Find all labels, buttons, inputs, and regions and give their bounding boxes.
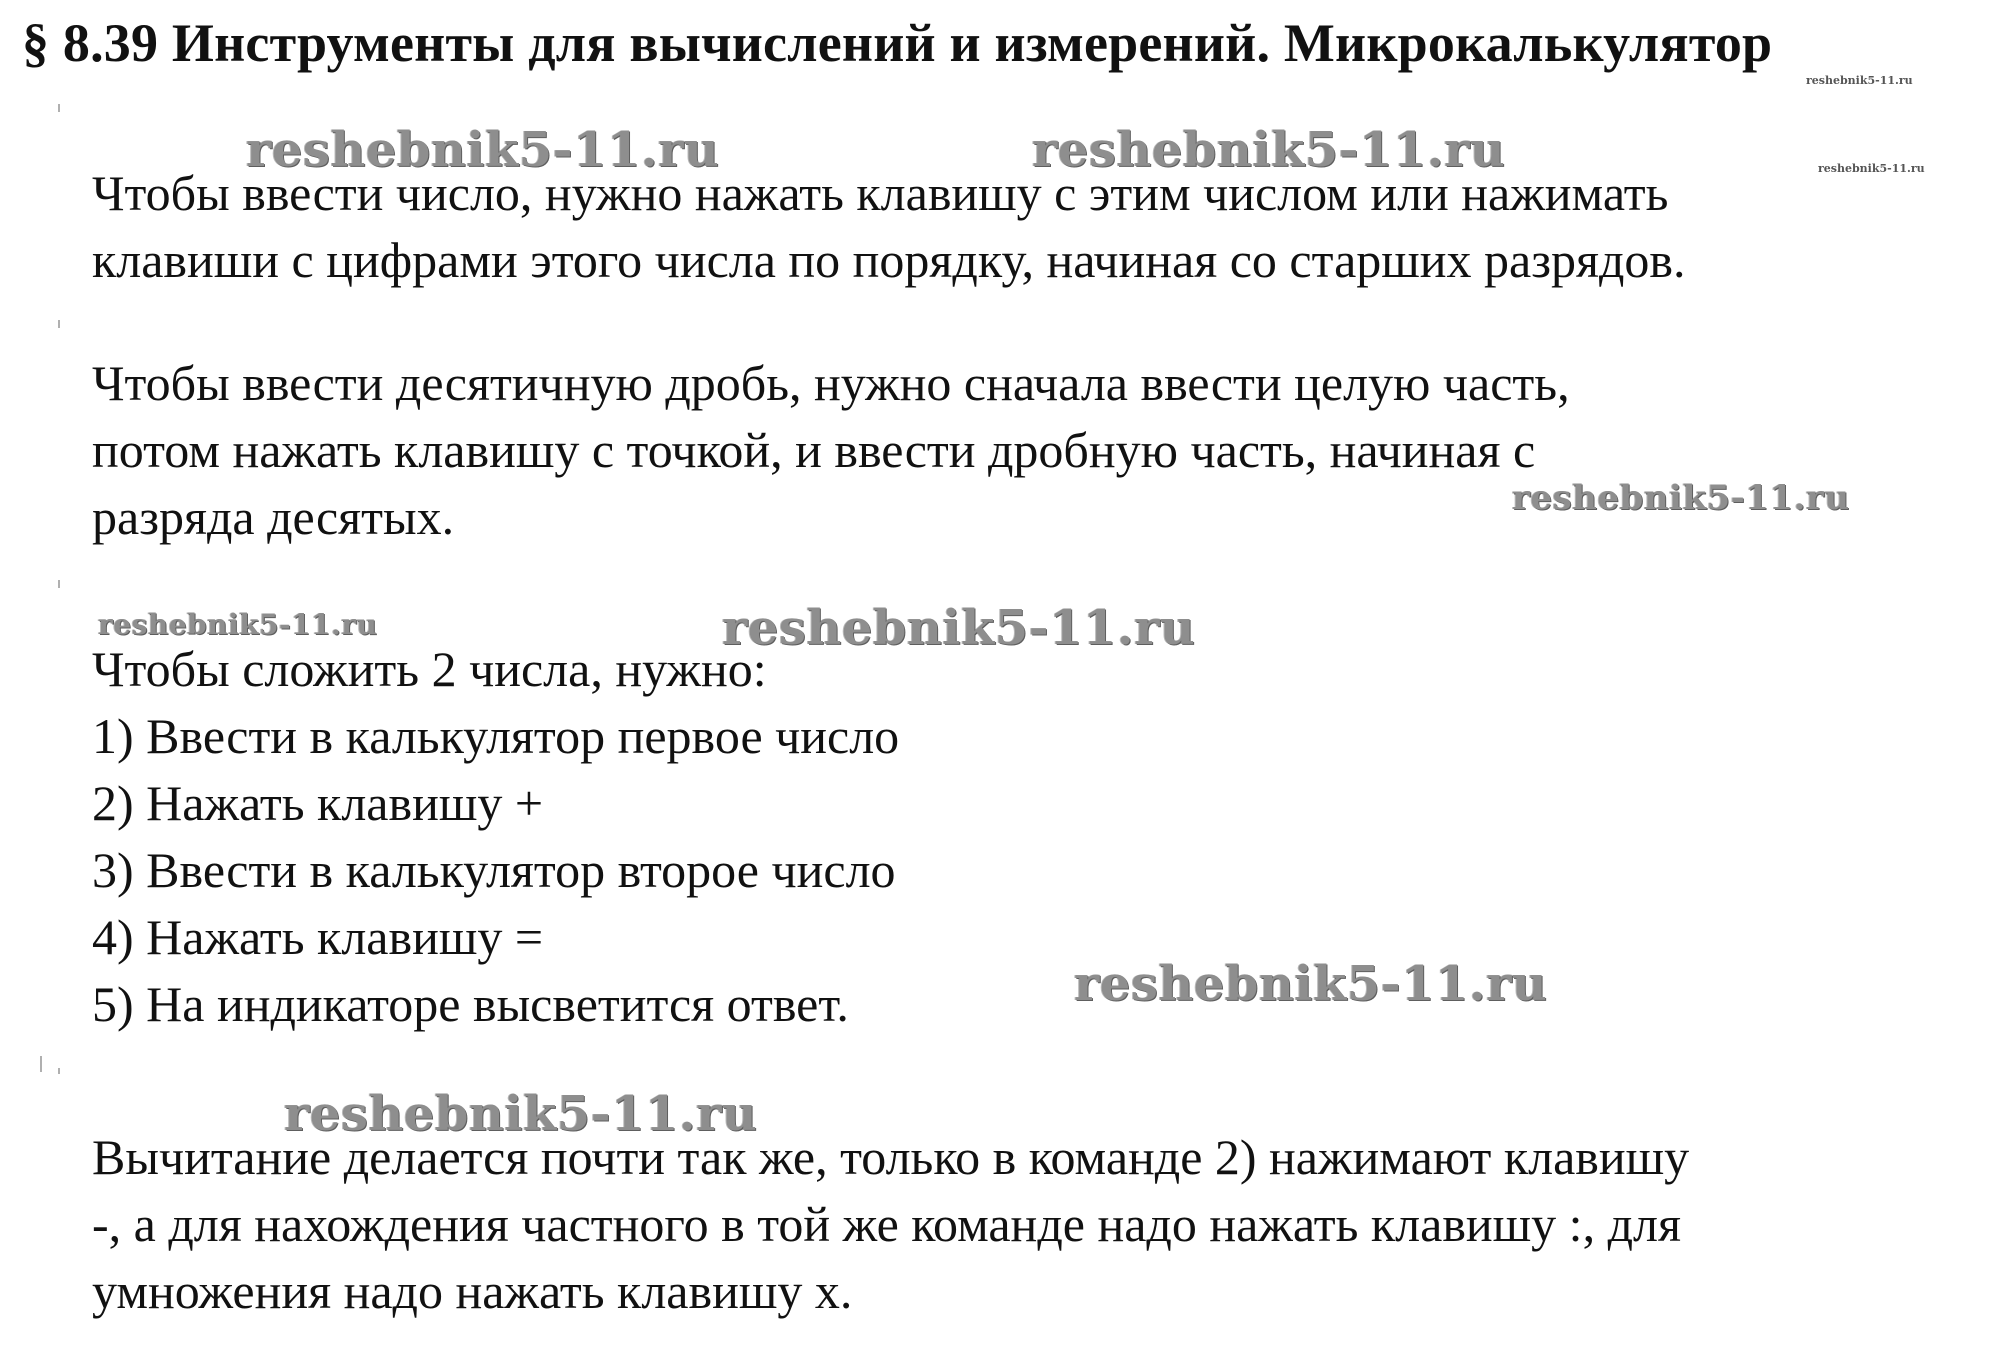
scan-mark	[58, 580, 60, 588]
paragraph-number-entry	[92, 160, 1686, 294]
scan-mark	[40, 1056, 42, 1072]
list-item: 2) Нажать клавишу +	[92, 775, 544, 831]
list-item: 3) Ввести в калькулятор второе число	[92, 842, 896, 898]
paragraph-decimal-entry	[92, 350, 1570, 551]
text-line: умножения надо нажать клавишу х.	[92, 1263, 853, 1319]
watermark: reshebnik5-11.ru	[98, 608, 378, 641]
text-line: Чтобы сложить 2 числа, нужно:	[92, 641, 767, 697]
text-line: разряда десятых.	[92, 489, 455, 545]
watermark: reshebnik5-11.ru	[1032, 122, 1506, 178]
scan-mark	[58, 104, 60, 112]
text-line: Вычитание делается почти так же, только в команде 2) нажимают клавишу	[92, 1129, 1690, 1185]
paragraph-addition-steps	[92, 636, 899, 1038]
list-item: 1) Ввести в калькулятор первое число	[92, 708, 900, 764]
list-item: 4) Нажать клавишу =	[92, 909, 544, 965]
section-title: § 8.39 Инструменты для вычислений и измерений. Микрокалькулятор	[22, 13, 1773, 73]
scan-mark	[58, 320, 60, 328]
text-line: -, а для нахождения частного в той же команде надо нажать клавишу :, для	[92, 1196, 1681, 1252]
text-line: Чтобы ввести десятичную дробь, нужно сначала ввести целую часть,	[92, 355, 1570, 411]
watermark: reshebnik5-11.ru	[722, 600, 1196, 656]
watermark: reshebnik5-11.ru	[246, 122, 720, 178]
text-line: клавиши с цифрами этого числа по порядку, начиная со старших разрядов.	[92, 232, 1686, 288]
watermark: reshebnik5-11.ru	[1512, 478, 1850, 518]
text-line: Чтобы ввести число, нужно нажать клавишу с этим числом или нажимать	[92, 165, 1669, 221]
watermark: reshebnik5-11.ru	[1074, 956, 1548, 1012]
watermark: reshebnik5-11.ru	[1818, 162, 1925, 175]
scan-mark	[58, 1068, 60, 1074]
text-line: потом нажать клавишу с точкой, и ввести дробную часть, начиная с	[92, 422, 1536, 478]
paragraph-other-operations	[92, 1124, 1689, 1325]
list-item: 5) На индикаторе высветится ответ.	[92, 976, 849, 1032]
watermark: reshebnik5-11.ru	[284, 1086, 758, 1142]
watermark: reshebnik5-11.ru	[1806, 74, 1913, 87]
